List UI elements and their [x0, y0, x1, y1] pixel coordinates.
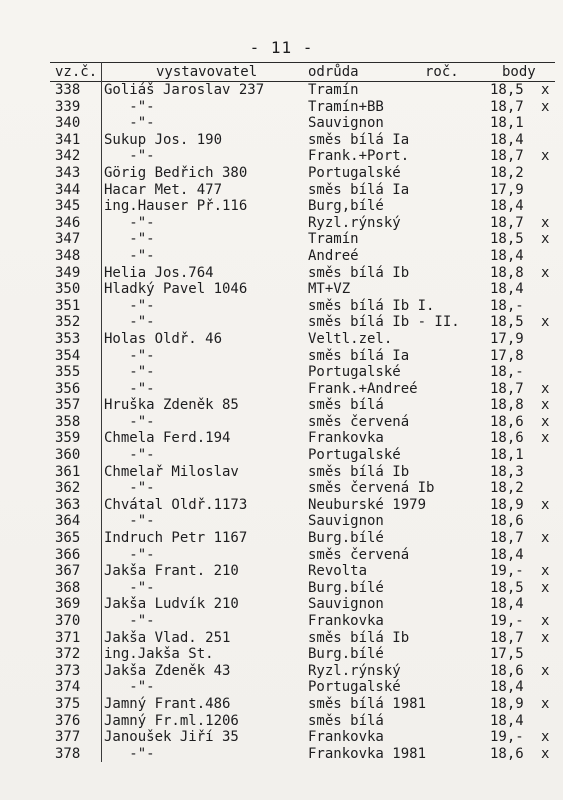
- row-variety: Burg.bílé: [308, 530, 384, 547]
- row-points: 18,6: [490, 662, 524, 679]
- row-exhibitor: Sukup Jos. 190: [104, 131, 223, 148]
- row-mark: x: [541, 98, 550, 115]
- table-row: [0, 497, 563, 514]
- row-mark: x: [541, 264, 550, 281]
- header-number: vz.č.: [55, 64, 98, 80]
- row-points: 18,-: [490, 364, 524, 381]
- row-number: 359: [55, 430, 81, 447]
- row-variety: směs bílá Ia: [308, 181, 410, 198]
- table-row: [0, 464, 563, 481]
- row-number: 349: [55, 264, 81, 281]
- row-variety: směs bílá: [308, 712, 384, 729]
- table-row: [0, 364, 563, 381]
- row-points: 18,8: [490, 264, 524, 281]
- row-exhibitor: -"-: [104, 447, 155, 464]
- row-number: 339: [55, 98, 81, 115]
- row-exhibitor: Chmela Ferd.194: [104, 430, 231, 447]
- table-row: [0, 215, 563, 232]
- row-points: 18,7: [490, 148, 524, 165]
- row-mark: x: [541, 231, 550, 248]
- row-exhibitor: -"-: [104, 98, 155, 115]
- row-exhibitor: Jakša Zdeněk 43: [104, 662, 231, 679]
- row-number: 351: [55, 297, 81, 314]
- row-variety: Tramín: [308, 231, 359, 248]
- row-exhibitor: -"-: [104, 214, 155, 231]
- row-number: 365: [55, 530, 81, 547]
- row-mark: x: [541, 397, 550, 414]
- row-variety: Revolta: [308, 563, 368, 580]
- table-row: [0, 331, 563, 348]
- row-exhibitor: -"-: [104, 745, 155, 762]
- table-row: [0, 99, 563, 116]
- row-exhibitor: -"-: [104, 513, 155, 530]
- row-points: 18,2: [490, 480, 524, 497]
- row-variety: směs bílá 1981: [308, 695, 427, 712]
- row-points: 18,9: [490, 695, 524, 712]
- row-points: 17,9: [490, 330, 524, 347]
- table-row: [0, 248, 563, 265]
- row-exhibitor: -"-: [104, 297, 155, 314]
- row-variety: směs bílá Ib - II.: [308, 314, 460, 331]
- row-variety: Tramín+BB: [308, 98, 384, 115]
- row-mark: x: [541, 430, 550, 447]
- row-points: 19,-: [490, 729, 524, 746]
- row-exhibitor: -"-: [104, 231, 155, 248]
- table-row: [0, 646, 563, 663]
- row-variety: Frankovka: [308, 729, 384, 746]
- row-points: 18,-: [490, 297, 524, 314]
- table-row: [0, 746, 563, 763]
- row-exhibitor: Indruch Petr 1167: [104, 530, 248, 547]
- row-mark: x: [541, 314, 550, 331]
- row-points: 18,5: [490, 579, 524, 596]
- row-number: 338: [55, 82, 81, 98]
- row-number: 354: [55, 347, 81, 364]
- row-points: 18,1: [490, 115, 524, 132]
- table-row: [0, 281, 563, 298]
- table-row: [0, 580, 563, 597]
- row-exhibitor: Görig Bedřich 380: [104, 164, 248, 181]
- row-number: 374: [55, 679, 81, 696]
- row-exhibitor: Chmelař Miloslav: [104, 463, 239, 480]
- row-exhibitor: Chvátal Oldř.1173: [104, 496, 248, 513]
- row-exhibitor: -"-: [104, 314, 155, 331]
- row-variety: směs bílá: [308, 397, 384, 414]
- header-variety: odrůda: [308, 64, 359, 80]
- row-variety: směs bílá Ib: [308, 463, 410, 480]
- table-row: [0, 613, 563, 630]
- table-row: [0, 480, 563, 497]
- header-year: roč.: [425, 64, 459, 80]
- table-row: [0, 630, 563, 647]
- row-number: 364: [55, 513, 81, 530]
- table-row: [0, 696, 563, 713]
- row-exhibitor: Goliáš Jaroslav 237: [104, 82, 265, 98]
- row-number: 372: [55, 646, 81, 663]
- row-points: 18,4: [490, 198, 524, 215]
- page-number: - 11 -: [249, 38, 314, 57]
- row-number: 346: [55, 214, 81, 231]
- table-row: [0, 713, 563, 730]
- table-row: [0, 397, 563, 414]
- results-table: [0, 82, 563, 762]
- table-row: [0, 430, 563, 447]
- row-exhibitor: -"-: [104, 247, 155, 264]
- row-exhibitor: -"-: [104, 613, 155, 629]
- row-points: 19,-: [490, 563, 524, 580]
- row-points: 18,5: [490, 314, 524, 331]
- row-variety: Frank.+Andreé: [308, 380, 418, 397]
- row-number: 345: [55, 198, 81, 215]
- row-mark: x: [541, 563, 550, 580]
- table-row: [0, 198, 563, 215]
- row-points: 18,5: [490, 82, 524, 98]
- row-exhibitor: Janoušek Jiří 35: [104, 729, 239, 746]
- row-number: 363: [55, 496, 81, 513]
- row-variety: Burg,bílé: [308, 198, 384, 215]
- row-number: 343: [55, 164, 81, 181]
- row-mark: x: [541, 214, 550, 231]
- row-exhibitor: -"-: [104, 579, 155, 596]
- row-points: 18,4: [490, 596, 524, 613]
- table-row: [0, 563, 563, 580]
- row-number: 347: [55, 231, 81, 248]
- row-variety: Sauvignon: [308, 513, 384, 530]
- row-points: 18,4: [490, 712, 524, 729]
- row-variety: směs bílá Ia: [308, 131, 410, 148]
- row-points: 18,7: [490, 380, 524, 397]
- row-exhibitor: -"-: [104, 148, 155, 165]
- row-exhibitor: Jakša Frant. 210: [104, 563, 239, 580]
- row-variety: Neuburské 1979: [308, 496, 427, 513]
- row-variety: Sauvignon: [308, 596, 384, 613]
- row-mark: x: [541, 729, 550, 746]
- row-variety: Veltl.zel.: [308, 330, 393, 347]
- row-points: 18,2: [490, 164, 524, 181]
- row-exhibitor: Hacar Met. 477: [104, 181, 223, 198]
- row-variety: směs červená Ib: [308, 480, 435, 497]
- row-variety: Frank.+Port.: [308, 148, 410, 165]
- table-row: [0, 265, 563, 282]
- table-row: [0, 182, 563, 199]
- row-mark: x: [541, 695, 550, 712]
- row-points: 18,8: [490, 397, 524, 414]
- row-variety: Sauvignon: [308, 115, 384, 132]
- row-mark: x: [541, 413, 550, 430]
- row-variety: Burg.bílé: [308, 579, 384, 596]
- row-exhibitor: Jakša Ludvík 210: [104, 596, 239, 613]
- row-points: 18,7: [490, 629, 524, 646]
- row-number: 348: [55, 247, 81, 264]
- row-mark: x: [541, 380, 550, 397]
- table-row: [0, 679, 563, 696]
- row-exhibitor: Jamný Frant.486: [104, 695, 231, 712]
- row-mark: x: [541, 613, 550, 629]
- row-variety: Portugalské: [308, 164, 401, 181]
- row-number: 373: [55, 662, 81, 679]
- row-number: 357: [55, 397, 81, 414]
- row-points: 19,-: [490, 613, 524, 629]
- row-points: 17,8: [490, 347, 524, 364]
- row-exhibitor: -"-: [104, 347, 155, 364]
- header-points: body: [502, 64, 536, 80]
- row-points: 18,6: [490, 413, 524, 430]
- row-variety: Burg.bílé: [308, 646, 384, 663]
- row-variety: Andreé: [308, 247, 359, 264]
- row-number: 377: [55, 729, 81, 746]
- row-number: 378: [55, 745, 81, 762]
- row-number: 344: [55, 181, 81, 198]
- table-row: [0, 231, 563, 248]
- table-row: [0, 165, 563, 182]
- row-mark: x: [541, 496, 550, 513]
- row-number: 367: [55, 563, 81, 580]
- table-row: [0, 447, 563, 464]
- row-number: 361: [55, 463, 81, 480]
- table-row: [0, 547, 563, 564]
- row-points: 18,9: [490, 496, 524, 513]
- row-points: 18,1: [490, 447, 524, 464]
- row-exhibitor: Helia Jos.764: [104, 264, 214, 281]
- row-points: 18,6: [490, 745, 524, 762]
- table-row: [0, 115, 563, 132]
- row-number: 342: [55, 148, 81, 165]
- table-row: [0, 132, 563, 149]
- row-points: 18,4: [490, 679, 524, 696]
- row-variety: směs bílá Ib: [308, 264, 410, 281]
- row-variety: směs červená: [308, 546, 410, 563]
- row-points: 18,3: [490, 463, 524, 480]
- table-row: [0, 314, 563, 331]
- row-exhibitor: ing.Hauser Př.116: [104, 198, 248, 215]
- row-variety: Tramín: [308, 82, 359, 98]
- row-variety: Frankovka: [308, 613, 384, 629]
- row-mark: x: [541, 662, 550, 679]
- row-exhibitor: -"-: [104, 413, 155, 430]
- table-row: [0, 148, 563, 165]
- row-exhibitor: -"-: [104, 364, 155, 381]
- row-variety: Ryzl.rýnský: [308, 214, 401, 231]
- row-number: 370: [55, 613, 81, 629]
- row-points: 18,4: [490, 281, 524, 298]
- row-number: 376: [55, 712, 81, 729]
- row-mark: x: [541, 530, 550, 547]
- row-variety: směs bílá Ib I.: [308, 297, 435, 314]
- table-header: [50, 62, 555, 82]
- row-number: 368: [55, 579, 81, 596]
- row-variety: Portugalské: [308, 679, 401, 696]
- row-mark: x: [541, 745, 550, 762]
- row-number: 353: [55, 330, 81, 347]
- row-number: 341: [55, 131, 81, 148]
- row-points: 18,4: [490, 131, 524, 148]
- row-points: 18,4: [490, 247, 524, 264]
- row-points: 18,7: [490, 98, 524, 115]
- table-row: [0, 513, 563, 530]
- table-row: [0, 298, 563, 315]
- row-exhibitor: ing.Jakša St.: [104, 646, 214, 663]
- row-number: 362: [55, 480, 81, 497]
- header-exhibitor: vystavovatel: [156, 64, 258, 80]
- row-variety: MT+VZ: [308, 281, 351, 298]
- row-points: 18,6: [490, 513, 524, 530]
- row-exhibitor: Hruška Zdeněk 85: [104, 397, 239, 414]
- row-number: 375: [55, 695, 81, 712]
- row-variety: Portugalské: [308, 447, 401, 464]
- row-variety: směs červená: [308, 413, 410, 430]
- row-mark: x: [541, 629, 550, 646]
- row-variety: směs bílá Ia: [308, 347, 410, 364]
- row-exhibitor: Hladký Pavel 1046: [104, 281, 248, 298]
- row-mark: x: [541, 579, 550, 596]
- row-exhibitor: Jamný Fr.ml.1206: [104, 712, 239, 729]
- row-number: 358: [55, 413, 81, 430]
- row-points: 17,9: [490, 181, 524, 198]
- table-row: [0, 596, 563, 613]
- row-points: 18,7: [490, 530, 524, 547]
- row-points: 18,5: [490, 231, 524, 248]
- row-exhibitor: -"-: [104, 480, 155, 497]
- row-exhibitor: -"-: [104, 679, 155, 696]
- table-row: [0, 414, 563, 431]
- row-mark: x: [541, 148, 550, 165]
- table-row: [0, 663, 563, 680]
- row-number: 352: [55, 314, 81, 331]
- row-exhibitor: -"-: [104, 380, 155, 397]
- row-variety: Frankovka 1981: [308, 745, 427, 762]
- row-mark: x: [541, 82, 550, 98]
- table-row: [0, 729, 563, 746]
- row-exhibitor: Holas Oldř. 46: [104, 330, 223, 347]
- row-exhibitor: -"-: [104, 546, 155, 563]
- row-number: 350: [55, 281, 81, 298]
- table-row: [0, 381, 563, 398]
- row-variety: směs bílá Ib: [308, 629, 410, 646]
- row-number: 355: [55, 364, 81, 381]
- row-variety: Frankovka: [308, 430, 384, 447]
- row-variety: Ryzl.rýnský: [308, 662, 401, 679]
- row-number: 340: [55, 115, 81, 132]
- row-number: 360: [55, 447, 81, 464]
- row-number: 366: [55, 546, 81, 563]
- row-points: 18,7: [490, 214, 524, 231]
- row-points: 17,5: [490, 646, 524, 663]
- row-exhibitor: Jakša Vlad. 251: [104, 629, 231, 646]
- table-row: [0, 348, 563, 365]
- row-number: 356: [55, 380, 81, 397]
- table-row: [0, 530, 563, 547]
- row-number: 371: [55, 629, 81, 646]
- row-number: 369: [55, 596, 81, 613]
- row-variety: Portugalské: [308, 364, 401, 381]
- row-points: 18,6: [490, 430, 524, 447]
- row-exhibitor: -"-: [104, 115, 155, 132]
- table-row: [0, 82, 563, 99]
- row-points: 18,4: [490, 546, 524, 563]
